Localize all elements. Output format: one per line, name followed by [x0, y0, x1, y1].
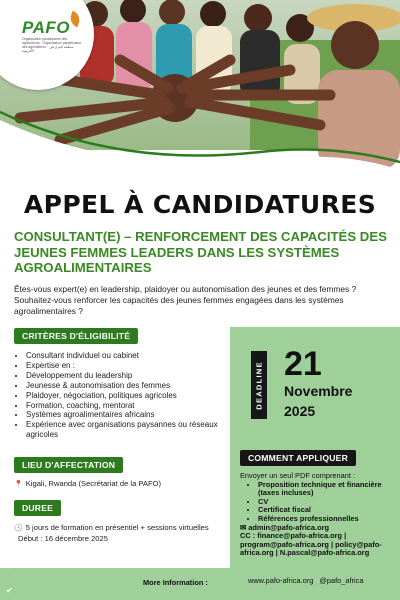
apply-item: • CV: [258, 498, 396, 507]
apply-cc[interactable]: CC : finance@pafo-africa.org | program@pafo-africa.org | policy@pafo-africa.org | N.pascal@pafo-africa.org: [240, 531, 382, 558]
criteria-item: • Développement du leadership: [26, 371, 236, 381]
pafo-logo: PAFO: [22, 18, 70, 37]
criteria-item: • Expertise en :: [26, 361, 236, 371]
criteria-item: • Systèmes agroalimentaires africains: [26, 410, 236, 420]
deadline-year: 2025: [284, 403, 316, 419]
location-line: [14, 479, 161, 488]
location-text: Kigali, Rwanda (Secrétariat de la PAFO): [25, 479, 162, 488]
intro-text: Êtes-vous expert(e) en leadership, plaidoyer ou autonomisation des jeunes et des femmes ? Souhaitez-vous renforcer les capacités des jeunes femmes engagées dans les systèmes agroalimentaires ?: [14, 284, 357, 317]
deadline-label-wrap: [251, 351, 267, 419]
duration-block: [14, 523, 226, 543]
map-pin-icon: 📍: [14, 481, 23, 488]
location-heading: LIEU D'AFFECTATION: [14, 457, 123, 473]
criteria-list: [14, 351, 236, 440]
deadline-label: DEADLINE: [254, 360, 264, 410]
job-title: CONSULTANT(E) – RENFORCEMENT DES CAPACITÉS DES JEUNES FEMMES LEADERS DANS LES SYSTÈMES AGROALIMENTAIRES: [14, 229, 387, 275]
logo-tagline: Organisation panafricaine des agriculteurs · Organisation panafricaine des agriculteurs · منظمة المزارعين الأفريقية: [22, 37, 82, 53]
apply-heading: COMMENT APPLIQUER: [240, 450, 356, 466]
check-icon: ✔: [6, 562, 13, 571]
duration-text: 5 jours de formation en présentiel + sessions virtuelles: [25, 523, 209, 532]
hero-photo: [0, 0, 400, 188]
footer-links: [248, 576, 363, 585]
apply-item: • Certificat fiscal: [258, 506, 396, 515]
clock-icon: 🕓: [14, 525, 23, 532]
apply-item: • Proposition technique et financière (taxes incluses): [258, 481, 396, 498]
check-icon: ✔: [6, 586, 13, 595]
apply-instructions: [240, 472, 396, 558]
criteria-item: • Formation, coaching, mentorat: [26, 401, 236, 411]
criteria-item: • Jeunesse & autonomisation des femmes: [26, 381, 236, 391]
deadline-day: 21: [284, 345, 322, 383]
apply-email[interactable]: admin@pafo-africa.org: [248, 522, 329, 532]
page-title: APPEL À CANDIDATURES: [23, 190, 377, 219]
email-icon: ✉: [240, 522, 247, 532]
website-link[interactable]: www.pafo-africa.org: [248, 576, 314, 585]
criteria-item: • Expérience avec organisations paysannes ou réseaux agricoles: [26, 420, 236, 440]
apply-list: [240, 481, 396, 524]
footer-label: More Information :: [143, 578, 208, 587]
apply-intro: Envoyer un seul PDF comprenant :: [240, 471, 356, 480]
deadline-month: Novembre: [284, 383, 353, 399]
criteria-heading: CRITÈRES D'ÉLIGIBILITÉ: [14, 328, 138, 344]
duration-heading: DUREE: [14, 500, 61, 516]
criteria-item: • Consultant individuel ou cabinet: [26, 351, 236, 361]
start-date: Début : 16 décembre 2025: [18, 533, 108, 543]
social-handle[interactable]: @pafo_africa: [319, 576, 364, 585]
criteria-item: • Plaidoyer, négociation, politiques agricoles: [26, 391, 236, 401]
apply-item: • Références professionnelles: [258, 515, 396, 524]
